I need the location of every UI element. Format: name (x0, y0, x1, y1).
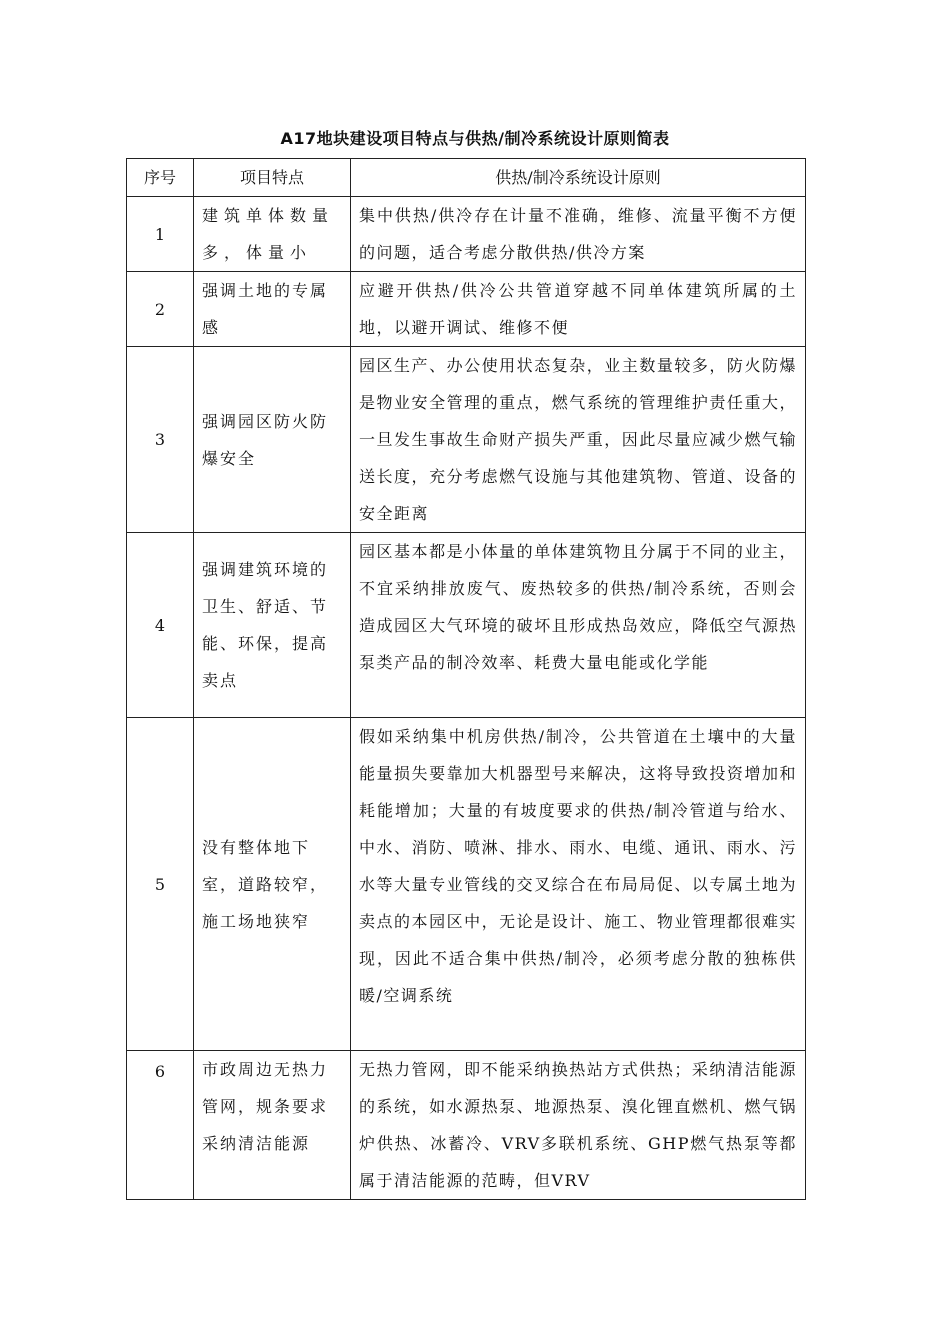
row-principle: 无热力管网，即不能采纳换热站方式供热；采纳清洁能源的系统，如水源热泵、地源热泵、溴化锂直燃机、燃气锅炉供热、冰蓄冷、VRV多联机系统、GHP燃气热泵等都属于清洁能源的范畴，但VRV (351, 1051, 806, 1200)
row-principle: 假如采纳集中机房供热/制冷，公共管道在土壤中的大量能量损失要靠加大机器型号来解决，这将导致投资增加和耗能增加；大量的有坡度要求的供热/制冷管道与给水、中水、消防、喷淋、排水、雨水、电缆、通讯、雨水、污水等大量专业管线的交叉综合在布局局促、以专属土地为卖点的本园区中，无论是设计、施工、物业管理都很难实现，因此不适合集中供热/制冷，必须考虑分散的独栋供暖/空调系统 (351, 718, 806, 1051)
row-principle: 集中供热/供冷存在计量不准确，维修、流量平衡不方便的问题，适合考虑分散供热/供冷方案 (351, 197, 806, 272)
table-row (127, 347, 806, 533)
row-feature: 市政周边无热力管网，规条要求采纳清洁能源 (194, 1051, 351, 1200)
row-principle: 园区生产、办公使用状态复杂，业主数量较多，防火防爆是物业安全管理的重点，燃气系统的管理维护责任重大，一旦发生事故生命财产损失严重，因此尽量应减少燃气输送长度，充分考虑燃气设施与其他建筑物、管道、设备的安全距离 (351, 347, 806, 533)
table-row (127, 1051, 806, 1200)
row-num: 1 (127, 197, 194, 272)
table-row (127, 533, 806, 718)
row-principle: 应避开供热/供冷公共管道穿越不同单体建筑所属的土地，以避开调试、维修不便 (351, 272, 806, 347)
table-row (127, 197, 806, 272)
row-feature: 没有整体地下室，道路较窄，施工场地狭窄 (194, 718, 351, 1051)
row-num: 2 (127, 272, 194, 347)
row-num: 4 (127, 533, 194, 718)
document-title: A17地块建设项目特点与供热/制冷系统设计原则简表 (280, 129, 670, 148)
header-feature: 项目特点 (194, 159, 351, 197)
row-num: 6 (127, 1051, 194, 1200)
header-num: 序号 (127, 159, 194, 197)
design-principle-table (126, 158, 806, 1200)
row-feature: 建筑单体数量多，体量小 (194, 197, 351, 272)
table-row (127, 272, 806, 347)
table-header-row (127, 159, 806, 197)
row-num: 5 (127, 718, 194, 1051)
row-feature: 强调土地的专属感 (194, 272, 351, 347)
table-row (127, 718, 806, 1051)
row-feature: 强调建筑环境的卫生、舒适、节能、环保，提高卖点 (194, 533, 351, 718)
row-num: 3 (127, 347, 194, 533)
row-feature: 强调园区防火防爆安全 (194, 347, 351, 533)
row-principle: 园区基本都是小体量的单体建筑物且分属于不同的业主，不宜采纳排放废气、废热较多的供热/制冷系统，否则会造成园区大气环境的破坏且形成热岛效应，降低空气源热泵类产品的制冷效率、耗费大量电能或化学能 (351, 533, 806, 718)
header-principle: 供热/制冷系统设计原则 (351, 159, 806, 197)
